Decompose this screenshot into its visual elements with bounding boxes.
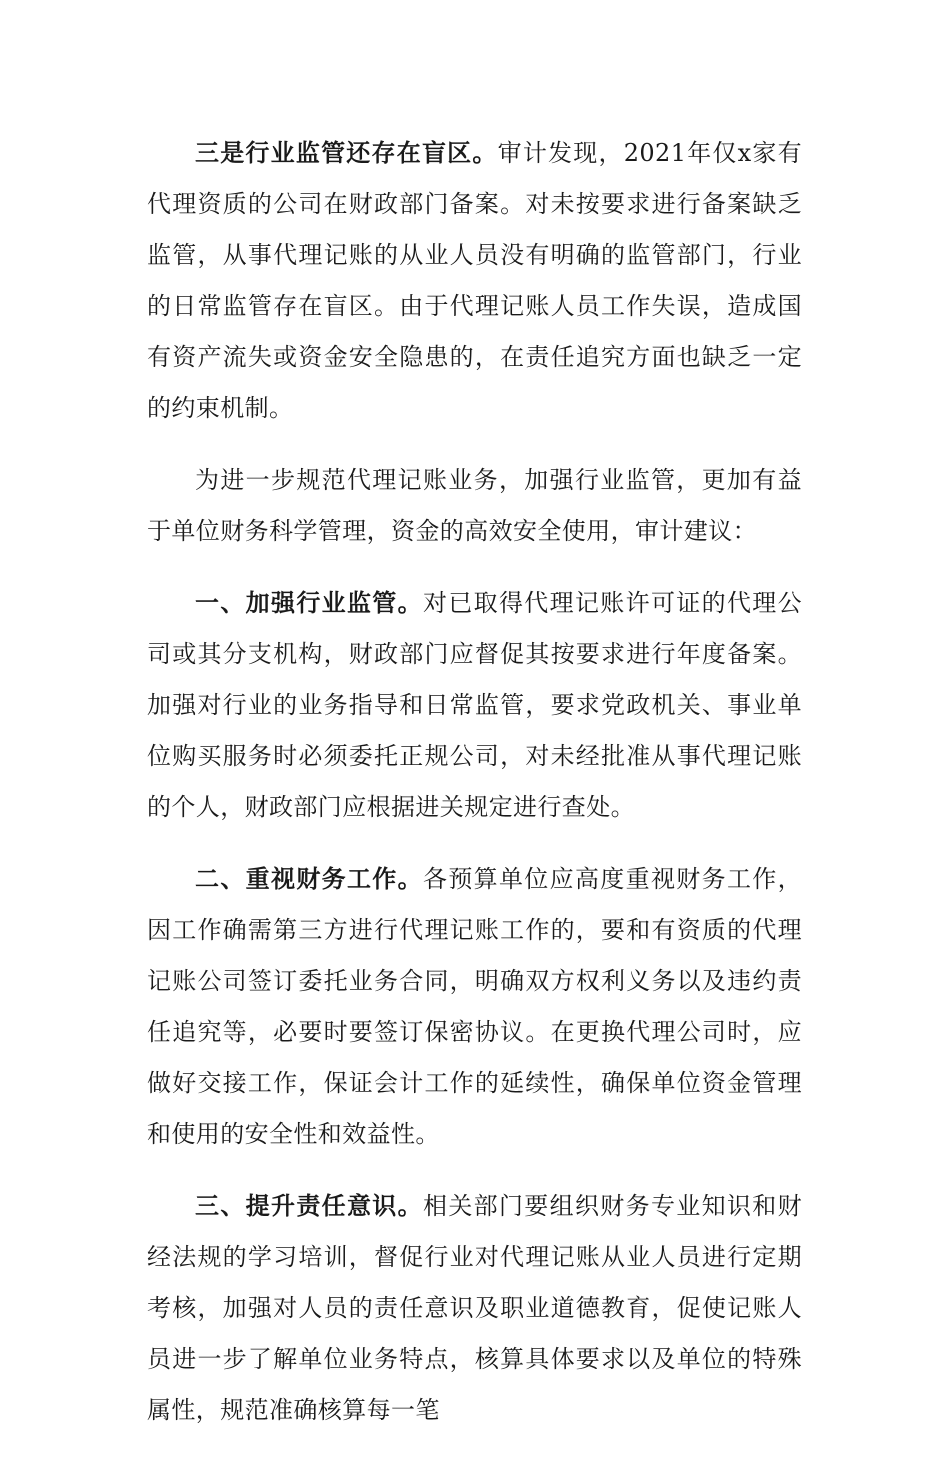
paragraph-lead: 一、加强行业监管。 [195,589,423,617]
paragraph-text: 为进一步规范代理记账业务，加强行业监管，更加有益于单位财务科学管理，资金的高效安全使用，审计建议： [147,466,802,545]
paragraph-value-finance-work [147,854,802,1160]
paragraph-raise-responsibility [147,1181,802,1436]
paragraph-text: 对已取得代理记账许可证的代理公司或其分支机构，财政部门应督促其按要求进行年度备案。加强对行业的业务指导和日常监管，要求党政机关、事业单位购买服务时必须委托正规公司，对未经批准从事代理记账的个人，财政部门应根据进关规定进行查处。 [147,589,803,821]
paragraph-industry-oversight-gap [147,128,802,434]
paragraph-text: 相关部门要组织财务专业知识和财经法规的学习培训，督促行业对代理记账从业人员进行定期考核，加强对人员的责任意识及职业道德教育，促使记账人员进一步了解单位业务特点，核算具体要求以及单位的特殊属性，规范准确核算每一笔 [147,1192,803,1424]
paragraph-audit-suggestions-intro [147,455,802,557]
document-body [147,128,802,1457]
paragraph-text: 审计发现，2021年仅x家有代理资质的公司在财政部门备案。对未按要求进行备案缺乏监管，从事代理记账的从业人员没有明确的监管部门，行业的日常监管存在盲区。由于代理记账人员工作失误，造成国有资产流失或资金安全隐患的，在责任追究方面也缺乏一定的约束机制。 [147,139,802,422]
paragraph-strengthen-oversight [147,578,802,833]
paragraph-lead: 三是行业监管还存在盲区。 [195,139,498,167]
paragraph-text: 各预算单位应高度重视财务工作，因工作确需第三方进行代理记账工作的，要和有资质的代理记账公司签订委托业务合同，明确双方权利义务以及违约责任追究等，必要时要签订保密协议。在更换代理公司时，应做好交接工作，保证会计工作的延续性，确保单位资金管理和使用的安全性和效益性。 [147,865,803,1148]
paragraph-lead: 三、提升责任意识。 [195,1192,423,1220]
paragraph-lead: 二、重视财务工作。 [195,865,423,893]
